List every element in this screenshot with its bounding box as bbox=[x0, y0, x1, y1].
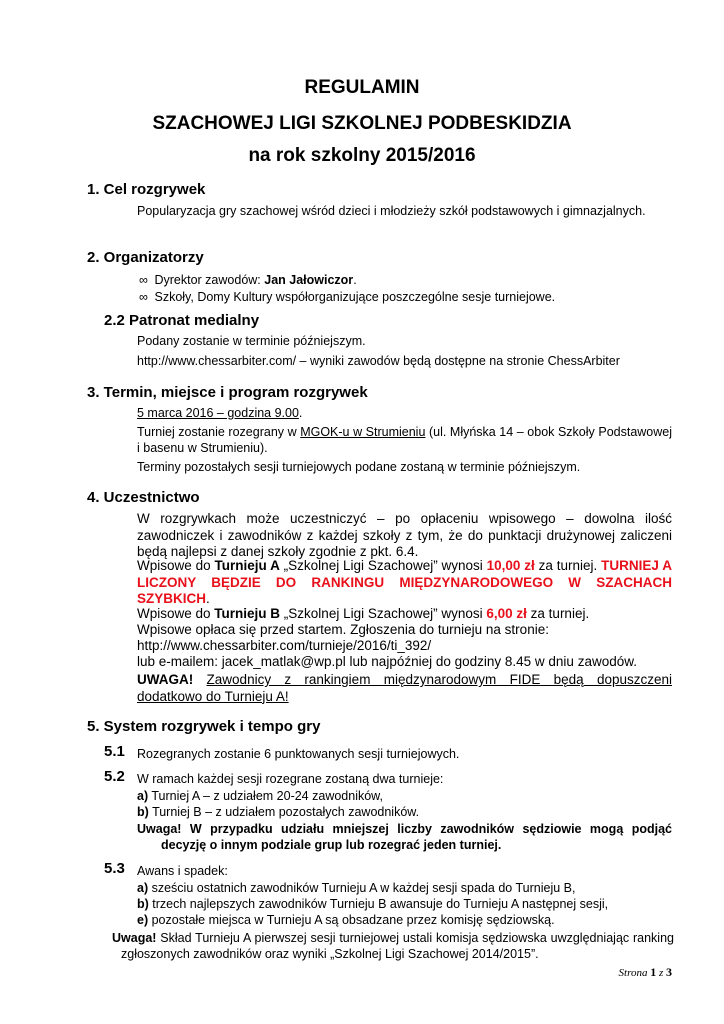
registration-url[interactable]: http://www.chessarbiter.com/turnieje/2016/ti_392/ bbox=[137, 638, 432, 653]
document-title-3: na rok szkolny 2015/2016 bbox=[248, 145, 476, 166]
section-1-heading: 1. Cel rozgrywek bbox=[87, 181, 206, 198]
item-text: sześciu ostatnich zawodników Turnieju A w każdej sesji spada do Turnieju B, bbox=[151, 881, 576, 895]
relegation-item bbox=[137, 880, 672, 896]
location-suffix: (ul. Młyńska 14 – obok Szkoły Podstawowej i basenu w Strumieniu). bbox=[137, 425, 673, 455]
other-sessions-note: Terminy pozostałych sesji turniejowych podane zostaną w terminie późniejszym. bbox=[137, 460, 581, 474]
point-5-3-text: Awans i spadek: bbox=[137, 864, 228, 878]
point-5-2-number: 5.2 bbox=[104, 768, 125, 785]
fee-a-mid: „Szkolnej Ligi Szachowej” wynosi bbox=[279, 558, 487, 573]
fee-a-post: za turniej. bbox=[534, 558, 602, 573]
infinity-bullet-icon: ∞ bbox=[139, 290, 148, 304]
document-title-1: REGULAMIN bbox=[304, 77, 420, 98]
section-2-2-heading: 2.2 Patronat medialny bbox=[104, 312, 260, 329]
fee-a-end: . bbox=[206, 591, 210, 606]
warning-label: UWAGA! bbox=[137, 672, 194, 687]
item-label: e) bbox=[137, 913, 149, 927]
event-date bbox=[137, 405, 672, 421]
registration-email: lub e-mailem: jacek_matlak@wp.pl lub najpóźniej do godziny 8.45 w dniu zawodów. bbox=[137, 654, 637, 669]
item-label: a) bbox=[137, 881, 149, 895]
fee-turniej-a bbox=[137, 558, 672, 608]
location-link[interactable]: MGOK-u w Strumieniu bbox=[300, 425, 426, 439]
item-text: trzech najlepszych zawodników Turnieju B awansuje do Turnieju A następnej sesji, bbox=[152, 897, 609, 911]
infinity-bullet-icon: ∞ bbox=[139, 273, 148, 287]
fee-turniej-b bbox=[137, 606, 672, 623]
fide-warning bbox=[137, 672, 672, 705]
participation-text: W rozgrywkach może uczestniczyć – po opłaceniu wpisowego – dowolna ilość zawodniczek i zawodników z każdej szkoły z tym, że do punktacji drużynowej zaliczeni będą najlepsi z danej szkoły zgodnie z pkt. 6.4. bbox=[137, 511, 672, 559]
page-footer bbox=[619, 965, 672, 980]
registration-line: Wpisowe opłaca się przed startem. Zgłoszenia do turnieju na stronie: bbox=[137, 622, 549, 637]
section-3-heading: 3. Termin, miejsce i program rozgrywek bbox=[87, 384, 368, 401]
turniej-b-item bbox=[137, 804, 672, 820]
uwaga-label: Uwaga! bbox=[112, 931, 157, 945]
page-number: 1 bbox=[650, 965, 657, 979]
item-text: Turniej A – z udziałem 20-24 zawodników, bbox=[151, 789, 383, 803]
turniej-b-name: Turnieju B bbox=[214, 606, 281, 621]
fee-a-prefix: Wpisowe do bbox=[137, 558, 215, 573]
fide-rating-notice: TURNIEJ A LICZONY BĘDZIE DO RANKINGU MIĘDZYNARODOWEGO W SZACHACH SZYBKICH bbox=[137, 558, 672, 606]
organizer-label: Dyrektor zawodów: bbox=[154, 273, 265, 287]
fee-b-post: za turniej. bbox=[526, 606, 590, 621]
item-label: b) bbox=[137, 897, 149, 911]
uwaga-text: Uwaga! W przypadku udziału mniejszej liczby zawodników sędziowie mogą podjąć decyzję o innym podziale grup lub rozegrać jeden turniej. bbox=[137, 822, 672, 852]
page-total: 3 bbox=[666, 965, 672, 979]
fee-b-mid: „Szkolnej Ligi Szachowej” wynosi bbox=[280, 606, 487, 621]
section-2-heading: 2. Organizatorzy bbox=[87, 249, 204, 266]
turniej-a-item bbox=[137, 788, 672, 804]
page-of: z bbox=[656, 967, 666, 979]
event-date-suffix: . bbox=[298, 406, 303, 420]
item-label: b) bbox=[137, 805, 149, 819]
item-label: a) bbox=[137, 789, 149, 803]
organizer-bullet-1 bbox=[139, 272, 357, 288]
point-5-1-number: 5.1 bbox=[104, 743, 125, 760]
organizer-bullet-2 bbox=[139, 289, 555, 305]
fee-b-amount: 6,00 zł bbox=[486, 606, 527, 621]
organizer-text: Szkoły, Domy Kultury współorganizujące poszczególne sesje turniejowe. bbox=[154, 290, 556, 304]
event-location bbox=[137, 424, 672, 456]
point-5-2-text: W ramach każdej sesji rozegrane zostaną dwa turnieje: bbox=[137, 772, 444, 786]
item-text: pozostałe miejsca w Turnieju A są obsadzane przez komisję sędziowską. bbox=[151, 913, 555, 927]
location-prefix: Turniej zostanie rozegrany w bbox=[137, 425, 301, 439]
event-date-text: 5 marca 2016 – godzina 9.00 bbox=[137, 406, 299, 420]
section-1-text: Popularyzacja gry szachowej wśród dzieci i młodzieży szkół podstawowych i gimnazjalnych. bbox=[137, 204, 646, 218]
turniej-a-name: Turnieju A bbox=[214, 558, 280, 573]
page-label: Strona bbox=[618, 967, 651, 979]
remaining-places-item bbox=[137, 912, 672, 928]
uwaga-smaller-groups bbox=[137, 821, 672, 853]
organizer-name: Jan Jałowiczor bbox=[264, 273, 354, 287]
patronat-line-2: http://www.chessarbiter.com/ – wyniki zawodów będą dostępne na stronie ChessArbiter bbox=[137, 354, 620, 368]
promotion-item bbox=[137, 896, 672, 912]
warning-text: Zawodnicy z rankingiem międzynarodowym FIDE będą dopuszczeni dodatkowo do Turnieju A! bbox=[137, 672, 672, 704]
fee-a-amount: 10,00 zł bbox=[486, 558, 535, 573]
item-text: Turniej B – z udziałem pozostałych zawodników. bbox=[152, 805, 420, 819]
fee-b-prefix: Wpisowe do bbox=[137, 606, 215, 621]
section-4-heading: 4. Uczestnictwo bbox=[87, 489, 200, 506]
uwaga-text: Skład Turnieju A pierwszej sesji turniejowej ustali komisja sędziowska uwzględniając ranking zgłoszonych zawodników oraz wyniki „Szkolnej Ligi Szachowej 2014/2015”. bbox=[121, 931, 674, 961]
point-5-1-text: Rozegranych zostanie 6 punktowanych sesji turniejowych. bbox=[137, 747, 460, 761]
section-5-heading: 5. System rozgrywek i tempo gry bbox=[87, 718, 321, 735]
organizer-suffix: . bbox=[353, 273, 357, 287]
document-title-2: SZACHOWEJ LIGI SZKOLNEJ PODBESKIDZIA bbox=[152, 113, 572, 134]
uwaga-first-session bbox=[112, 930, 674, 962]
point-5-3-number: 5.3 bbox=[104, 860, 125, 877]
patronat-line-1: Podany zostanie w terminie późniejszym. bbox=[137, 334, 366, 348]
